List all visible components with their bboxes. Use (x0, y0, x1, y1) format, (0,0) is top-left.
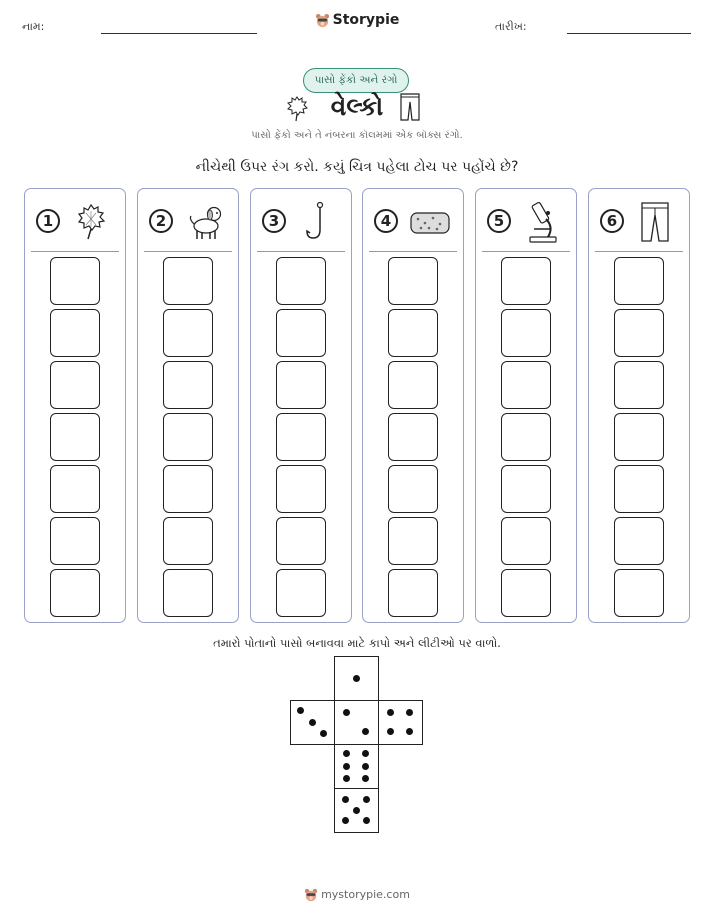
color-box[interactable] (388, 361, 438, 409)
dice-pip (362, 728, 369, 735)
color-box[interactable] (614, 257, 664, 305)
pants-icon (633, 199, 677, 243)
dice-pip (343, 750, 350, 757)
column-1 (24, 188, 126, 623)
color-box[interactable] (276, 569, 326, 617)
column-number: 5 (487, 209, 511, 233)
dice-pip (362, 775, 369, 782)
column-divider (144, 251, 232, 252)
color-box[interactable] (501, 361, 551, 409)
color-box[interactable] (501, 569, 551, 617)
color-box[interactable] (388, 257, 438, 305)
dice-face-5 (334, 788, 379, 833)
date-label: તારીખ: (495, 20, 527, 33)
color-box[interactable] (388, 569, 438, 617)
column-4 (362, 188, 464, 623)
question-text: નીચેથી ઉપર રંગ કરો. કયું ચિત્ર પહેલા ટોચ પર પહોંચે છે? (195, 159, 519, 175)
color-box[interactable] (276, 413, 326, 461)
durian-icon (69, 199, 113, 243)
color-box[interactable] (614, 309, 664, 357)
color-box[interactable] (163, 309, 213, 357)
color-box[interactable] (276, 257, 326, 305)
dice-pip (342, 796, 349, 803)
color-box[interactable] (614, 517, 664, 565)
color-box[interactable] (50, 257, 100, 305)
dice-pip (406, 709, 413, 716)
dice-pip (353, 675, 360, 682)
color-box[interactable] (163, 517, 213, 565)
dice-pip (387, 709, 394, 716)
color-box[interactable] (501, 517, 551, 565)
dice-pip (353, 807, 360, 814)
color-box[interactable] (614, 465, 664, 513)
column-number: 4 (374, 209, 398, 233)
color-box[interactable] (276, 309, 326, 357)
dice-pip (387, 728, 394, 735)
column-divider (595, 251, 683, 252)
name-label: નામ: (22, 20, 45, 33)
column-number: 2 (149, 209, 173, 233)
puppy-icon (182, 199, 226, 243)
dice-pip (297, 707, 304, 714)
bear-logo-icon (304, 888, 318, 902)
dice-pip (343, 763, 350, 770)
date-line[interactable] (567, 33, 691, 34)
column-divider (257, 251, 345, 252)
color-box[interactable] (163, 465, 213, 513)
fish-hook-icon (295, 199, 339, 243)
color-box[interactable] (50, 309, 100, 357)
dice-face-6 (334, 744, 379, 789)
color-box[interactable] (501, 413, 551, 461)
dice-face-3 (290, 700, 335, 745)
color-box[interactable] (501, 257, 551, 305)
color-box[interactable] (614, 569, 664, 617)
column-number: 6 (600, 209, 624, 233)
column-5 (475, 188, 577, 623)
name-line[interactable] (101, 33, 257, 34)
color-box[interactable] (163, 257, 213, 305)
dice-pip (406, 728, 413, 735)
bear-logo-icon (315, 13, 330, 28)
column-3 (250, 188, 352, 623)
color-box[interactable] (501, 465, 551, 513)
dice-face-1 (334, 656, 379, 701)
dice-pip (309, 719, 316, 726)
color-box[interactable] (163, 361, 213, 409)
color-box[interactable] (276, 361, 326, 409)
sponge-icon (407, 199, 451, 243)
footer-url[interactable]: mystorypie.com (321, 888, 410, 901)
color-box[interactable] (388, 465, 438, 513)
column-divider (482, 251, 570, 252)
instruction-text: પાસો ફેંકો અને તે નંબરના કૉલમમાં એક બૉક્સ રંગો. (251, 130, 463, 141)
brand-logo (0, 12, 714, 28)
microscope-icon (520, 199, 564, 243)
color-box[interactable] (163, 413, 213, 461)
brand-name: Storypie (332, 12, 400, 28)
color-box[interactable] (614, 413, 664, 461)
cut-instruction-text: તમારો પોતાનો પાસો બનાવવા માટે કાપો અને લીટીઓ પર વાળો. (213, 636, 501, 650)
color-box[interactable] (614, 361, 664, 409)
dice-pip (320, 730, 327, 737)
column-2 (137, 188, 239, 623)
color-box[interactable] (388, 309, 438, 357)
column-number: 3 (262, 209, 286, 233)
dice-pip (343, 775, 350, 782)
column-number: 1 (36, 209, 60, 233)
dice-pip (363, 817, 370, 824)
color-box[interactable] (501, 309, 551, 357)
color-box[interactable] (50, 517, 100, 565)
dice-face-4 (378, 700, 423, 745)
dice-face-2 (334, 700, 379, 745)
color-box[interactable] (50, 361, 100, 409)
dice-pip (362, 763, 369, 770)
color-box[interactable] (50, 569, 100, 617)
pants-icon (398, 92, 422, 122)
color-box[interactable] (163, 569, 213, 617)
color-box[interactable] (50, 413, 100, 461)
color-box[interactable] (276, 517, 326, 565)
footer (0, 888, 714, 902)
activity-badge: પાસો ફેંકો અને રંગો (303, 68, 409, 93)
dice-pip (343, 709, 350, 716)
column-divider (369, 251, 457, 252)
color-box[interactable] (388, 517, 438, 565)
color-box[interactable] (50, 465, 100, 513)
dice-pip (362, 750, 369, 757)
dice-pip (342, 817, 349, 824)
dice-pip (363, 796, 370, 803)
page-title: વેલ્કો (330, 92, 384, 121)
color-box[interactable] (276, 465, 326, 513)
column-divider (31, 251, 119, 252)
column-6 (588, 188, 690, 623)
color-box[interactable] (388, 413, 438, 461)
